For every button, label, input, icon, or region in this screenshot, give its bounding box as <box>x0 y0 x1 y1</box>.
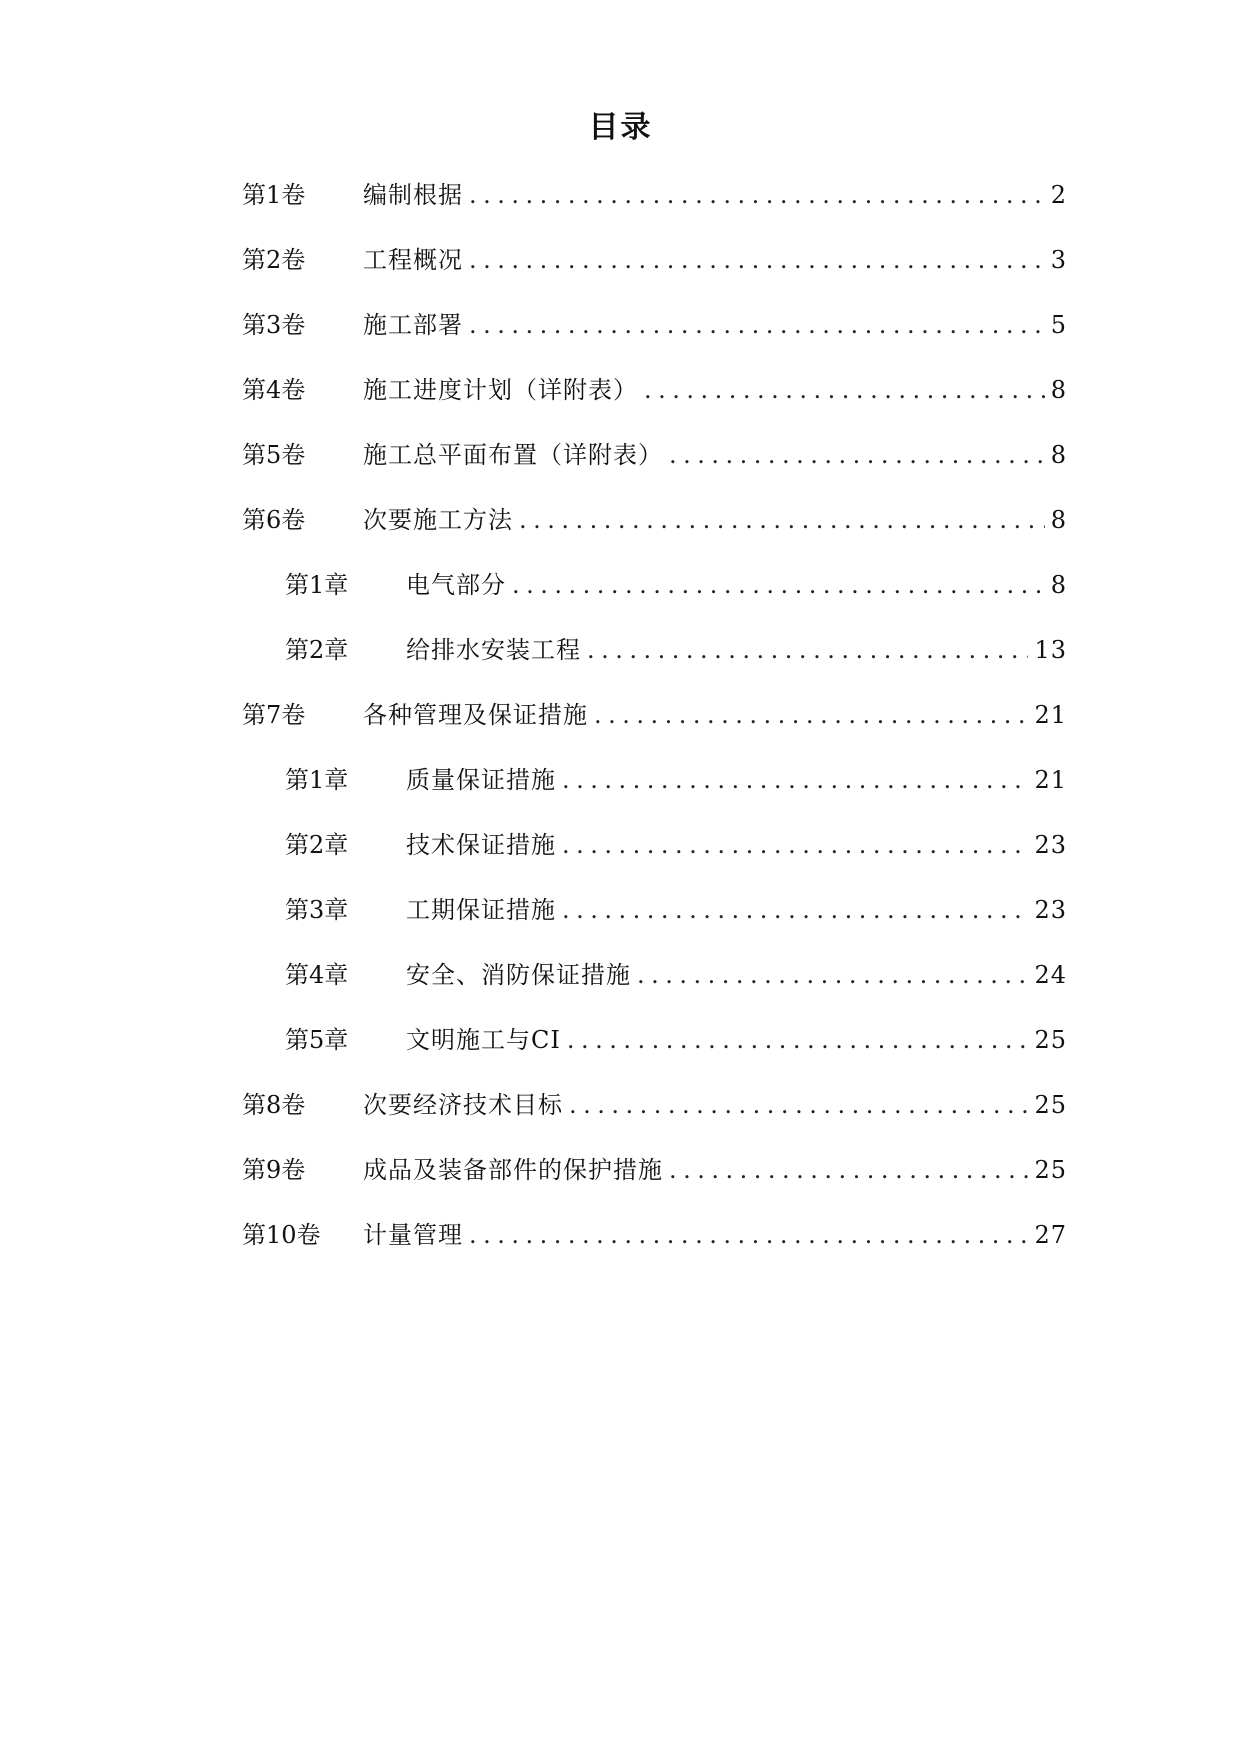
toc-entry-text: 成品及装备部件的保护措施 <box>363 1156 663 1184</box>
toc-leader-dots <box>567 1022 1029 1058</box>
toc-leader-dots <box>562 762 1028 798</box>
toc-entry[interactable] <box>242 827 1067 892</box>
toc-entry-number: 第2章 <box>285 636 349 664</box>
toc-leader-dots <box>637 957 1028 993</box>
toc-leader-dots <box>594 697 1028 733</box>
toc-entry[interactable] <box>242 1022 1067 1087</box>
toc-entry-page: 25 <box>1034 1026 1067 1054</box>
toc-entry-number: 第6卷 <box>242 506 306 534</box>
toc-entry-text: 安全、消防保证措施 <box>406 961 631 989</box>
toc-entry-page: 23 <box>1034 896 1067 924</box>
toc-title: 目录 <box>588 110 653 145</box>
toc-entry[interactable] <box>242 957 1067 1022</box>
toc-entry-number: 第9卷 <box>242 1156 306 1184</box>
toc-entry-page: 5 <box>1050 311 1067 339</box>
toc-leader-dots <box>562 892 1028 928</box>
toc-leader-dots <box>512 567 1045 603</box>
toc-entry[interactable] <box>242 632 1067 697</box>
toc-entry[interactable] <box>242 762 1067 827</box>
toc-leader-dots <box>469 1217 1028 1253</box>
toc-entry-page: 25 <box>1034 1156 1067 1184</box>
toc-entry[interactable] <box>242 1152 1067 1217</box>
toc-entry[interactable] <box>242 437 1067 502</box>
toc-entry[interactable] <box>242 567 1067 632</box>
toc-entry-text: 次要施工方法 <box>363 506 513 534</box>
toc-leader-dots <box>669 437 1045 473</box>
toc-entry-page: 23 <box>1034 831 1067 859</box>
toc-entry-text: 电气部分 <box>406 571 506 599</box>
toc-entry[interactable] <box>242 372 1067 437</box>
toc-entry[interactable] <box>242 1217 1067 1282</box>
toc-entry-text: 编制根据 <box>363 181 463 209</box>
toc-leader-dots <box>669 1152 1028 1188</box>
toc-entry-text: 施工部署 <box>363 311 463 339</box>
toc-entry-number: 第2章 <box>285 831 349 859</box>
toc-entry-page: 13 <box>1034 636 1067 664</box>
toc-entry[interactable] <box>242 242 1067 307</box>
toc-entry-text: 文明施工与CI <box>406 1026 561 1054</box>
toc-entry-number: 第7卷 <box>242 701 306 729</box>
toc-entry-page: 25 <box>1034 1091 1067 1119</box>
toc-entry-number: 第4卷 <box>242 376 306 404</box>
toc-entry-number: 第5卷 <box>242 441 306 469</box>
toc-entry-number: 第1章 <box>285 571 349 599</box>
toc-entry-number: 第1章 <box>285 766 349 794</box>
toc-leader-dots <box>469 242 1045 278</box>
toc-entry-text: 技术保证措施 <box>406 831 556 859</box>
toc-leader-dots <box>469 307 1045 343</box>
toc-entry-text: 各种管理及保证措施 <box>363 701 588 729</box>
toc-entry-page: 21 <box>1034 766 1067 794</box>
toc-leader-dots <box>562 827 1028 863</box>
toc-entry-number: 第2卷 <box>242 246 306 274</box>
toc-entry-page: 3 <box>1050 246 1067 274</box>
toc-entry[interactable] <box>242 502 1067 567</box>
toc-leader-dots <box>519 502 1045 538</box>
toc-entry-text: 施工总平面布置（详附表） <box>363 441 663 469</box>
toc-entry-page: 2 <box>1050 181 1067 209</box>
toc-entry-text: 次要经济技术目标 <box>363 1091 563 1119</box>
toc-entry[interactable] <box>242 892 1067 957</box>
toc-entry-text: 工期保证措施 <box>406 896 556 924</box>
toc-entry-text: 质量保证措施 <box>406 766 556 794</box>
toc-entry-number: 第5章 <box>285 1026 349 1054</box>
toc-list <box>242 177 1067 1282</box>
toc-entry-page: 8 <box>1050 376 1067 404</box>
toc-entry-page: 24 <box>1034 961 1067 989</box>
toc-entry-text: 给排水安装工程 <box>406 636 581 664</box>
toc-entry-number: 第10卷 <box>242 1221 321 1249</box>
toc-entry-page: 8 <box>1050 571 1067 599</box>
toc-leader-dots <box>569 1087 1028 1123</box>
toc-entry[interactable] <box>242 1087 1067 1152</box>
toc-leader-dots <box>644 372 1045 408</box>
toc-entry-page: 27 <box>1034 1221 1067 1249</box>
toc-entry-text: 施工进度计划（详附表） <box>363 376 638 404</box>
toc-leader-dots <box>469 177 1045 213</box>
toc-entry-number: 第4章 <box>285 961 349 989</box>
toc-entry-text: 计量管理 <box>363 1221 463 1249</box>
toc-entry-text: 工程概况 <box>363 246 463 274</box>
toc-leader-dots <box>587 632 1028 668</box>
toc-entry-number: 第3章 <box>285 896 349 924</box>
toc-entry-page: 8 <box>1050 506 1067 534</box>
toc-entry[interactable] <box>242 307 1067 372</box>
toc-entry-number: 第3卷 <box>242 311 306 339</box>
toc-entry-page: 8 <box>1050 441 1067 469</box>
toc-entry-page: 21 <box>1034 701 1067 729</box>
toc-entry-number: 第1卷 <box>242 181 306 209</box>
toc-entry[interactable] <box>242 177 1067 242</box>
toc-entry-number: 第8卷 <box>242 1091 306 1119</box>
toc-entry[interactable] <box>242 697 1067 762</box>
